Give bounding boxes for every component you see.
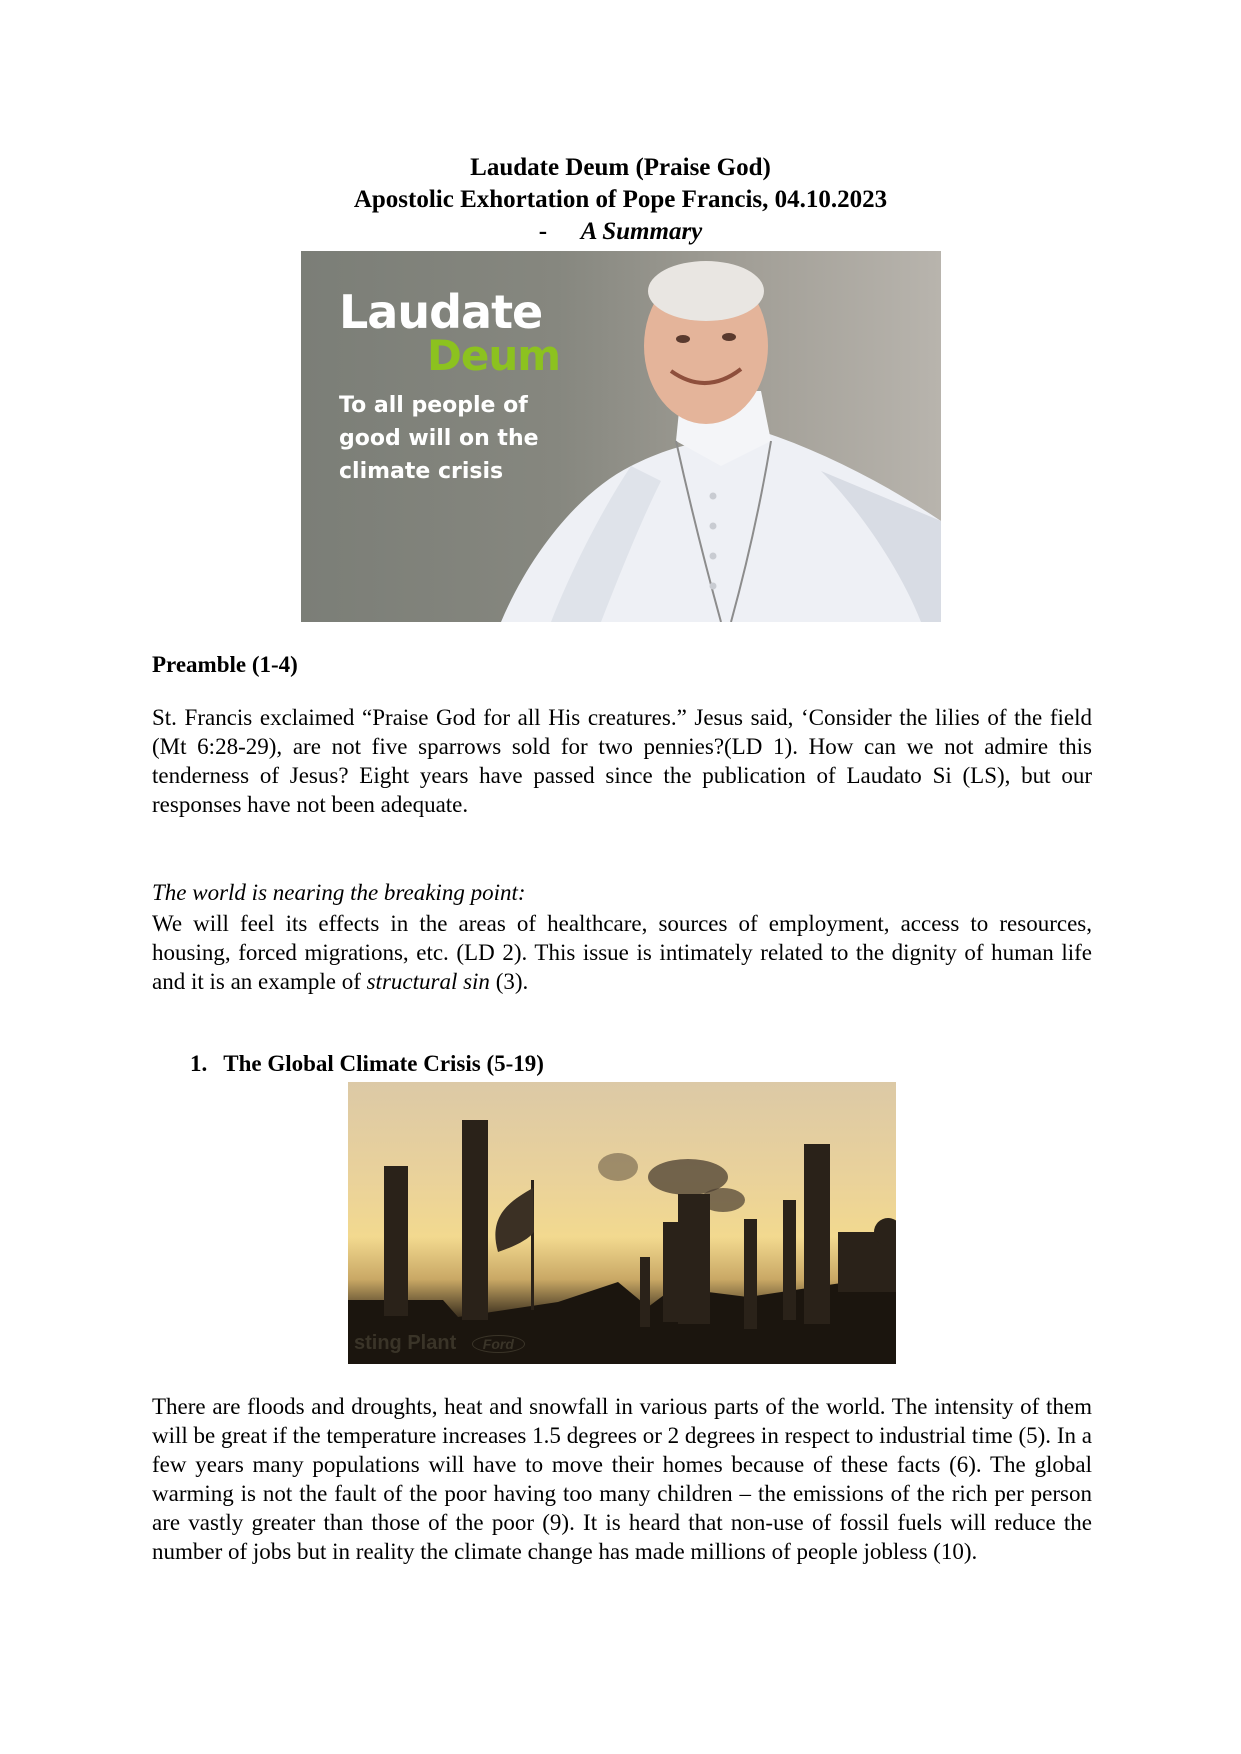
title-line-3 bbox=[0, 216, 1241, 248]
title-subtitle: A Summary bbox=[580, 218, 703, 245]
document-title bbox=[0, 152, 1241, 248]
title-line-2: Apostolic Exhortation of Pope Francis, 04.10.2023 bbox=[353, 186, 888, 213]
preamble-paragraph: St. Francis exclaimed “Praise God for all His creatures.” Jesus said, ‘Consider the lilies of the field (Mt 6:28-29), are not five sparrows sold for two pennies?(LD 1). How can we not admire this tenderness of Jesus? Eight years have passed since the publication of Laudato Si (LS), but our responses have not been adequate. bbox=[152, 705, 1092, 817]
factory-sign-label: sting Plant bbox=[354, 1332, 457, 1354]
section-1-heading bbox=[190, 1051, 544, 1077]
banner-heading-deum: Deum bbox=[427, 331, 561, 380]
breaking-point-subheading: The world is nearing the breaking point: bbox=[152, 880, 526, 905]
breaking-point-text: We will feel its effects in the areas of healthcare, sources of employment, access to resources, housing, forced migrations, etc. (LD 2). This issue is intimately related to the dignity of human life and it is an example of bbox=[152, 911, 1092, 994]
banner-heading-laudate: Laudate bbox=[339, 285, 543, 339]
ford-logo: Ford bbox=[472, 1335, 525, 1353]
preamble-heading: Preamble (1-4) bbox=[152, 652, 298, 677]
title-dash: - bbox=[538, 218, 548, 245]
banner-image bbox=[301, 251, 941, 622]
banner-tagline: To all people of good will on the climate crisis bbox=[339, 393, 539, 484]
title-line-1: Laudate Deum (Praise God) bbox=[470, 154, 771, 181]
breaking-point-citation: (3). bbox=[489, 969, 529, 994]
factory-sign-text bbox=[354, 1332, 525, 1355]
section-1-title: The Global Climate Crisis (5-19) bbox=[223, 1051, 544, 1076]
section-1-number: 1. bbox=[190, 1051, 208, 1076]
structural-sin-term: structural sin bbox=[366, 969, 490, 994]
section-1-paragraph: There are floods and droughts, heat and snowfall in various parts of the world. The intensity of them will be great if the temperature increases 1.5 degrees or 2 degrees in respect to industrial time (5). In a few years many populations will have to move their homes because of these facts (6). The global warming is not the fault of the poor having too many children – the emissions of the rich per person are vastly greater than those of the poor (9). It is heard that non-use of fossil fuels will reduce the number of jobs but in reality the climate change has made millions of people jobless (10). bbox=[152, 1394, 1092, 1564]
factory-silhouette bbox=[348, 1082, 896, 1364]
factory-image bbox=[348, 1082, 896, 1364]
breaking-point-paragraph bbox=[152, 909, 1092, 996]
